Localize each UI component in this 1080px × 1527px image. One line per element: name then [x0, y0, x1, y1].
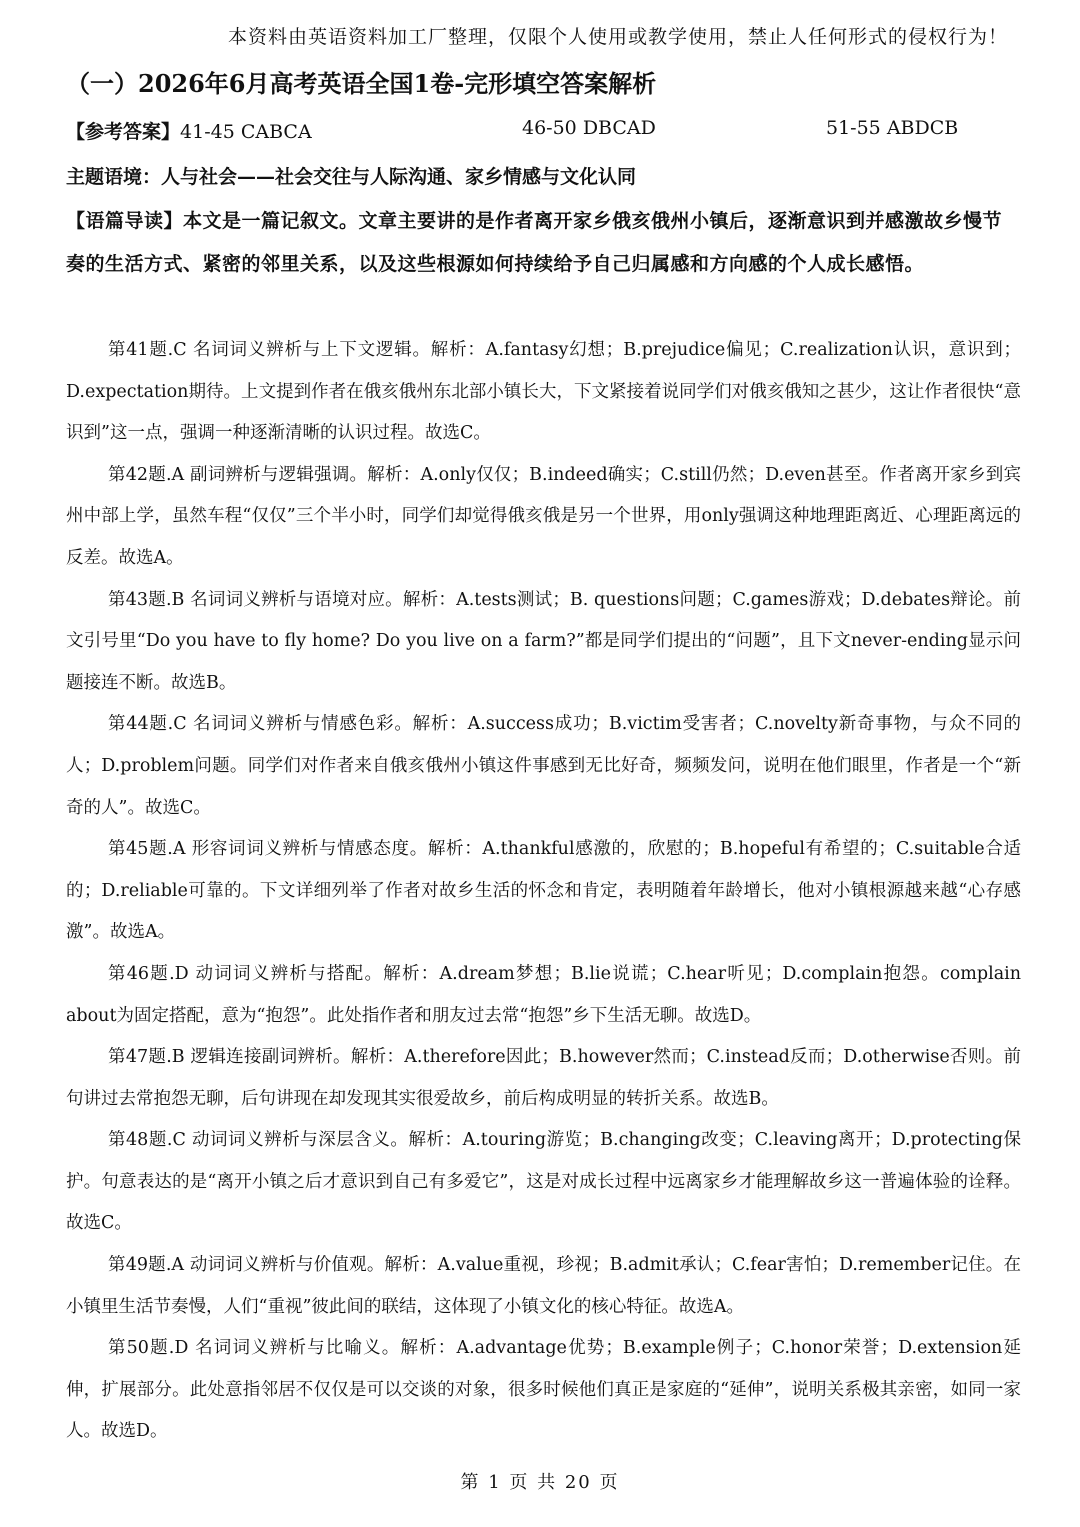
explanation-item-49: 第49题.A 动词词义辨析与价值观。解析：A.value重视，珍视；B.admit承认；C.fear害怕；D.remember记住。在小镇里生活节奏慢，人们“重视”彼此间的联结，这体现了小镇文化的核心特征。故选A。: [66, 1255, 1021, 1317]
answer-group-2: 46-50 DBCAD: [522, 117, 656, 139]
answer-group-1: [66, 117, 312, 144]
header-note: 本资料由英语资料加工厂整理，仅限个人使用或教学使用，禁止人任何形式的侵权行为！: [227, 26, 1008, 48]
explanation-list: [66, 330, 1021, 1453]
explanation-item-42: 第42题.A 副词辨析与逻辑强调。解析：A.only仅仅；B.indeed确实；C.still仍然；D.even甚至。作者离开家乡到宾州中部上学，虽然车程“仅仅”三个半小时，同学们却觉得俄亥俄是另一个世界，用only强调这种地理距离近、心理距离远的反差。故选A。: [66, 464, 1021, 568]
explanation-item-44: 第44题.C 名词词义辨析与情感色彩。解析：A.success成功；B.victim受害者；C.novelty新奇事物，与众不同的人；D.problem问题。同学们对作者来自俄亥俄州小镇这件事感到无比好奇，频频发问，说明在他们眼里，作者是一个“新奇的人”。故选C。: [66, 714, 1021, 818]
answer-group-1-text: 41-45 CABCA: [180, 121, 312, 143]
page-number: 第 1 页 共 20 页: [460, 1472, 620, 1493]
passage-intro: 【语篇导读】本文是一篇记叙文。文章主要讲的是作者离开家乡俄亥俄州小镇后，逐渐意识到并感激故乡慢节奏的生活方式、紧密的邻里关系，以及这些根源如何持续给予自己归属感和方向感的个人成长感悟。: [66, 210, 1003, 275]
explanation-item-50: 第50题.D 名词词义辨析与比喻义。解析：A.advantage优势；B.example例子；C.honor荣誉；D.extension延伸，扩展部分。此处意指邻居不仅仅是可以交谈的对象，很多时候他们真正是家庭的“延伸”，说明关系极其亲密，如同一家人。故选D。: [66, 1338, 1021, 1442]
explanation-item-46: 第46题.D 动词词义辨析与搭配。解析：A.dream梦想；B.lie说谎；C.hear听见；D.complain抱怨。complain about为固定搭配，意为“抱怨”。此处指作者和朋友过去常“抱怨”乡下生活无聊。故选D。: [66, 963, 1021, 1026]
answer-key-label: 【参考答案】: [66, 121, 181, 143]
answer-group-3: 51-55 ABDCB: [826, 117, 959, 139]
explanation-item-43: 第43题.B 名词词义辨析与语境对应。解析：A.tests测试；B. questions问题；C.games游戏；D.debates辩论。前文引号里“Do you have to fly home? Do you live on a farm?”都是同学们提出的“问题”，且下文never-ending显示问题接连不断。故选B。: [66, 589, 1021, 693]
page-title: （一）2026年6月高考英语全国1卷-完形填空答案解析: [66, 69, 657, 98]
explanation-item-45: 第45题.A 形容词词义辨析与情感态度。解析：A.thankful感激的，欣慰的；B.hopeful有希望的；C.suitable合适的；D.reliable可靠的。下文详细列举了作者对故乡生活的怀念和肯定，表明随着年龄增长，他对小镇根源越来越“心存感激”。故选A。: [66, 839, 1021, 943]
theme-context: 主题语境：人与社会——社会交往与人际沟通、家乡情感与文化认同: [66, 166, 637, 188]
explanation-item-47: 第47题.B 逻辑连接副词辨析。解析：A.therefore因此；B.however然而；C.instead反而；D.otherwise否则。前句讲过去常抱怨无聊，后句讲现在却发现其实很爱故乡，前后构成明显的转折关系。故选B。: [66, 1047, 1021, 1109]
explanation-item-48: 第48题.C 动词词义辨析与深层含义。解析：A.touring游览；B.changing改变；C.leaving离开；D.protecting保护。句意表达的是“离开小镇之后才意识到自己有多爱它”，这是对成长过程中远离家乡才能理解故乡这一普遍体验的诠释。故选C。: [66, 1130, 1021, 1234]
answer-key: [66, 117, 1026, 147]
explanation-item-41: 第41题.C 名词词义辨析与上下文逻辑。解析：A.fantasy幻想；B.prejudice偏见；C.realization认识，意识到；D.expectation期待。上文提到作者在俄亥俄州东北部小镇长大，下文紧接着说同学们对俄亥俄知之甚少，这让作者很快“意识到”这一点，强调一种逐渐清晰的认识过程。故选C。: [66, 340, 1021, 444]
